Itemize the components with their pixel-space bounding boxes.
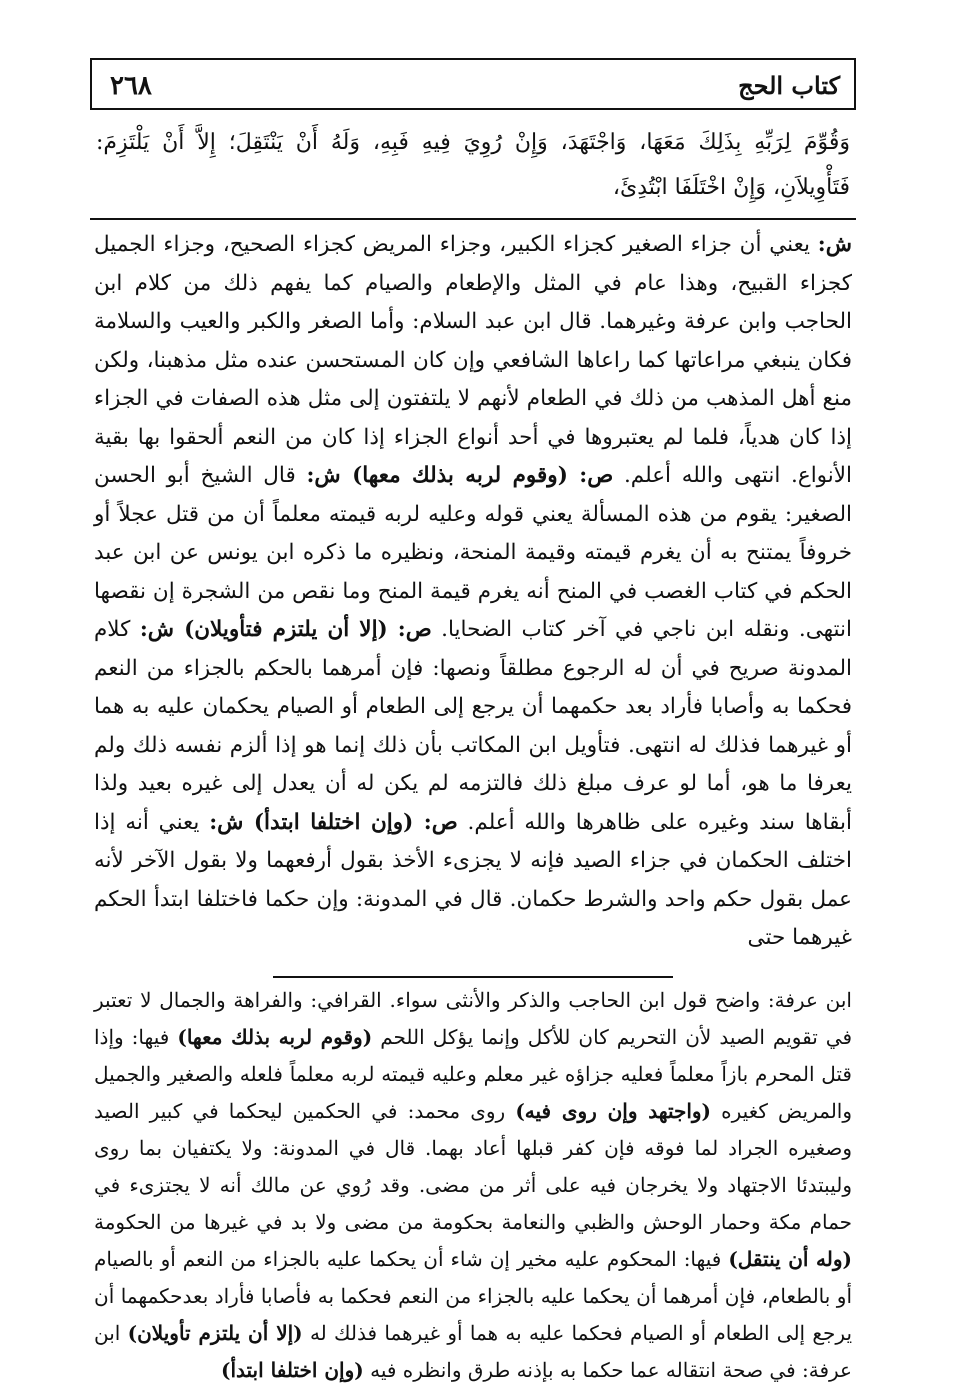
- footnote: [90, 982, 856, 1389]
- footnote-divider: [273, 976, 673, 978]
- page-number: ٢٦٨: [110, 71, 152, 101]
- commentary-quote: ص: (إلا أن يلتزم فتأويلان) ش:: [139, 617, 432, 642]
- running-header: [90, 58, 856, 110]
- commentary-quote: ص: (وقوم لربه بذلك معها) ش:: [306, 463, 614, 488]
- footnote-quote: (إلا أن يلتزم تأويلان): [127, 1320, 303, 1345]
- commentary-text: يعني أن جزاء الصغير كجزاء الكبير، وجزاء المريض كجزاء الصحيح، وجزاء الجميل كجزاء القبيح، وهذا عام في المثل والإطعام والصيام كما يفهم ذلك من كلام ابن الحاجب وابن عرفة وغيرهما. قال ابن عبد السلام: وأما الصغر والكبر والعيب والسلامة فكان ينبغي مراعاتها كما راعاها الشافعي وإن كان المستحسن عنده مثل مذهبنا، ولكن منع أهل المذهب من ذلك في الطعام لأنهم لا يلتفتون إلى مثل هذه الصفات في الجزاء إذا كان هدياً، فلما لم يعتبروها في أحد أنواع الجزاء إذا كان من النعم ألحقوا بها بقية الأنواع. انتهى والله أعلم.: [94, 232, 852, 488]
- matn-text: وَقُوِّمَ لِرَبِّهِ بِذَلِكَ مَعَهَا، وَاجْتَهَدَ، وَإِنْ رُوِيَ فِيهِ فَبِهِ، وَلَهُ أَنْ يَنْتَقِلَ؛ إِلاَّ أَنْ يَلْتَزِمَ: فَتَأْوِيلاَنِ، وَإِنْ اخْتَلَفَا ابْتُدِئَ،: [96, 130, 850, 200]
- page: [90, 58, 856, 1389]
- commentary-marker: ش:: [817, 232, 852, 257]
- footnote-text: روى محمد: في الحكمين ليحكما في كبير الصيد وصغيره الجراد لما فوقه فإن كفر قبلها أعاد بهما. قال في المدونة: ولا يكتفيان بما روى وليبتدئا الاجتهاد ولا يخرجان فيه على أثر من مضى. وقد رُوي عن مالك أنه لا يجتزىء في حمام مكة وحمار الوحش والظبي والنعامة بحكومة من مضى ولا بد في غيرها من الحكومة: [94, 1098, 852, 1234]
- footnote-quote: (وإن اختلفا ابتدأ): [220, 1357, 364, 1382]
- commentary-quote: ص: (وإن اختلفا ابتدأ) ش:: [209, 809, 458, 835]
- commentary-text: كلام المدونة صريح في أن له الرجوع مطلقاً ونصها: فإن أمرهما بالحكم بالجزاء من النعم فحكما به وأصابا فأراد بعد حكمهما أن يرجع إلى الطعام أو الصيام يحكمان عليه به هما أو غيرهما فذلك له انتهى. فتأويل ابن المكاتب بأن ذلك إنما هو إذا ألزم نفسه ذلك ولم يعرفا ما هو، أما لو عرف مبلغ ذلك فالتزمه لم يكن له أن يعدل إلى غيره بعيد ولذا أبقاها سند وغيره على ظاهرها والله أعلم.: [94, 617, 852, 835]
- footnote-text: فيها: المحكوم عليه مخير إن شاء أن يحكما عليه بالجزاء من النعم أو بالصيام أو بالطعام، فإن أمرهما أن يحكما عليه بالجزاء من النعم فحكما به فأصابا فأراد بعدحكمهما أن يرجع إلى الطعام أو الصيام فحكما عليه به هما أو غيرهما فذلك له: [94, 1246, 853, 1345]
- commentary-text: يعني أنه إذا اختلف الحكمان في جزاء الصيد فإنه لا يجزىء الأخذ بقول أرفعهما ولا بقول الآخر لأنه عمل بقول حكم واحد والشرط حكمان. قال في المدونة: وإن حكما فاختلفا ابتدأ الحكم غيرهما حتى: [94, 809, 852, 950]
- commentary-text: قال الشيخ أبو الحسن الصغير: يقوم من هذه المسألة يعني قوله وعليه لربه قيمته معلماً أن من قتل عجلاً أو خروفاً يمتنح به أن يغرم قيمته وقيمة المنحة، ونظيره ما ذكره ابن يونس عن ابن عبد الحكم في كتاب الغصب في المنح أنه يغرم قيمة المنح وما نقص من الشجرة إن نقصها انتهى. ونقله ابن ناجي في آخر كتاب الضحايا.: [94, 463, 853, 642]
- commentary: [90, 226, 856, 958]
- footnote-text: ابن عرفة: في صحة انتقاله عما حكما به بإذنه طرق وانظره فيه: [94, 1320, 852, 1382]
- footnote-text: ابن عرفة: واضح قول ابن الحاجب والذكر والأنثى سواء. القرافي: والفراهة والجمال لا تعتبر في تقويم الصيد لأن التحريم كان للأكل وإنما يؤكل اللحم: [94, 987, 853, 1049]
- chapter-title: كتاب الحج: [738, 71, 840, 100]
- footnote-quote: (وله أن ينتقل): [728, 1246, 852, 1271]
- footnote-text: فيها: وإذا قتل المحرم بازاً معلماً فعليه جزاؤه غير معلم وعليه قيمته لربه معلماً فلعله والصغير والجميل والمريض كغيره: [94, 1024, 853, 1123]
- divider-line: [90, 218, 856, 220]
- footnote-quote: (وقوم لربه بذلك معها): [177, 1024, 373, 1049]
- footnote-quote: (واجتهد وإن روى فيه): [515, 1098, 712, 1123]
